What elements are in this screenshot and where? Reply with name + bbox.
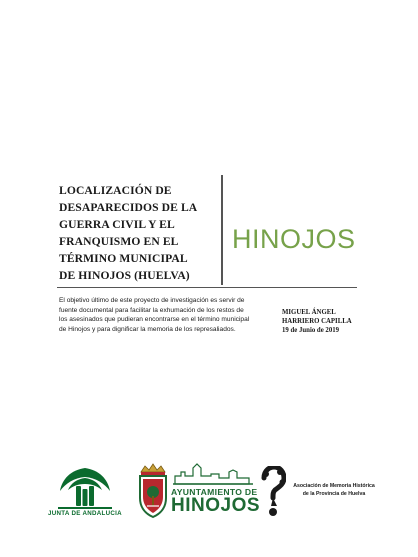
memoria-historica-logo xyxy=(258,466,378,518)
abstract-line: los asesinados que pudieran encontrarse en el término municipal xyxy=(59,316,250,324)
amh-logo-line: de la Provincia de Huelva xyxy=(302,491,366,497)
question-mark-tree-icon xyxy=(258,466,286,518)
ayuntamiento-logo-top-text: AYUNTAMIENTO DE xyxy=(171,487,258,497)
author-last-name: HARRIERO CAPILLA xyxy=(282,318,352,325)
junta-emblem-icon xyxy=(46,464,124,510)
title-line: DESAPARECIDOS DE LA xyxy=(59,201,198,214)
ayuntamiento-hinojos-logo xyxy=(135,462,261,520)
abstract-text xyxy=(59,296,273,334)
amh-logo-text xyxy=(288,482,380,498)
author-first-name: MIGUEL ÁNGEL xyxy=(282,309,336,316)
publication-date: 19 de Junio de 2019 xyxy=(282,327,340,334)
title-line: LOCALIZACIÓN DE xyxy=(59,184,172,197)
church-skyline-icon xyxy=(171,462,255,486)
horizontal-divider xyxy=(57,287,357,288)
title-line: DE HINOJOS (HUELVA) xyxy=(59,269,190,282)
document-title xyxy=(59,182,214,284)
abstract-line: El objetivo último de este proyecto de investigación es servir de xyxy=(59,297,245,304)
coat-of-arms-icon xyxy=(135,462,171,520)
title-line: FRANQUISMO EN EL xyxy=(59,235,179,248)
vertical-divider xyxy=(221,175,223,285)
author-block xyxy=(282,308,362,335)
title-line: TÉRMINO MUNICIPAL xyxy=(59,252,188,265)
title-line: GUERRA CIVIL Y EL xyxy=(59,218,175,231)
junta-logo-text: JUNTA DE ANDALUCIA xyxy=(48,510,122,517)
abstract-line: de Hinojos y para dignificar la memoria de los represaliados. xyxy=(59,325,236,333)
abstract-line: fuente documental para facilitar la exhumación de los restos de xyxy=(59,306,244,314)
municipality-heading: HINOJOS xyxy=(232,224,356,254)
junta-andalucia-logo xyxy=(46,464,124,520)
ayuntamiento-logo-name: HINOJOS xyxy=(171,495,261,516)
amh-logo-line: Asociación de Memoria Histórica xyxy=(293,483,375,489)
